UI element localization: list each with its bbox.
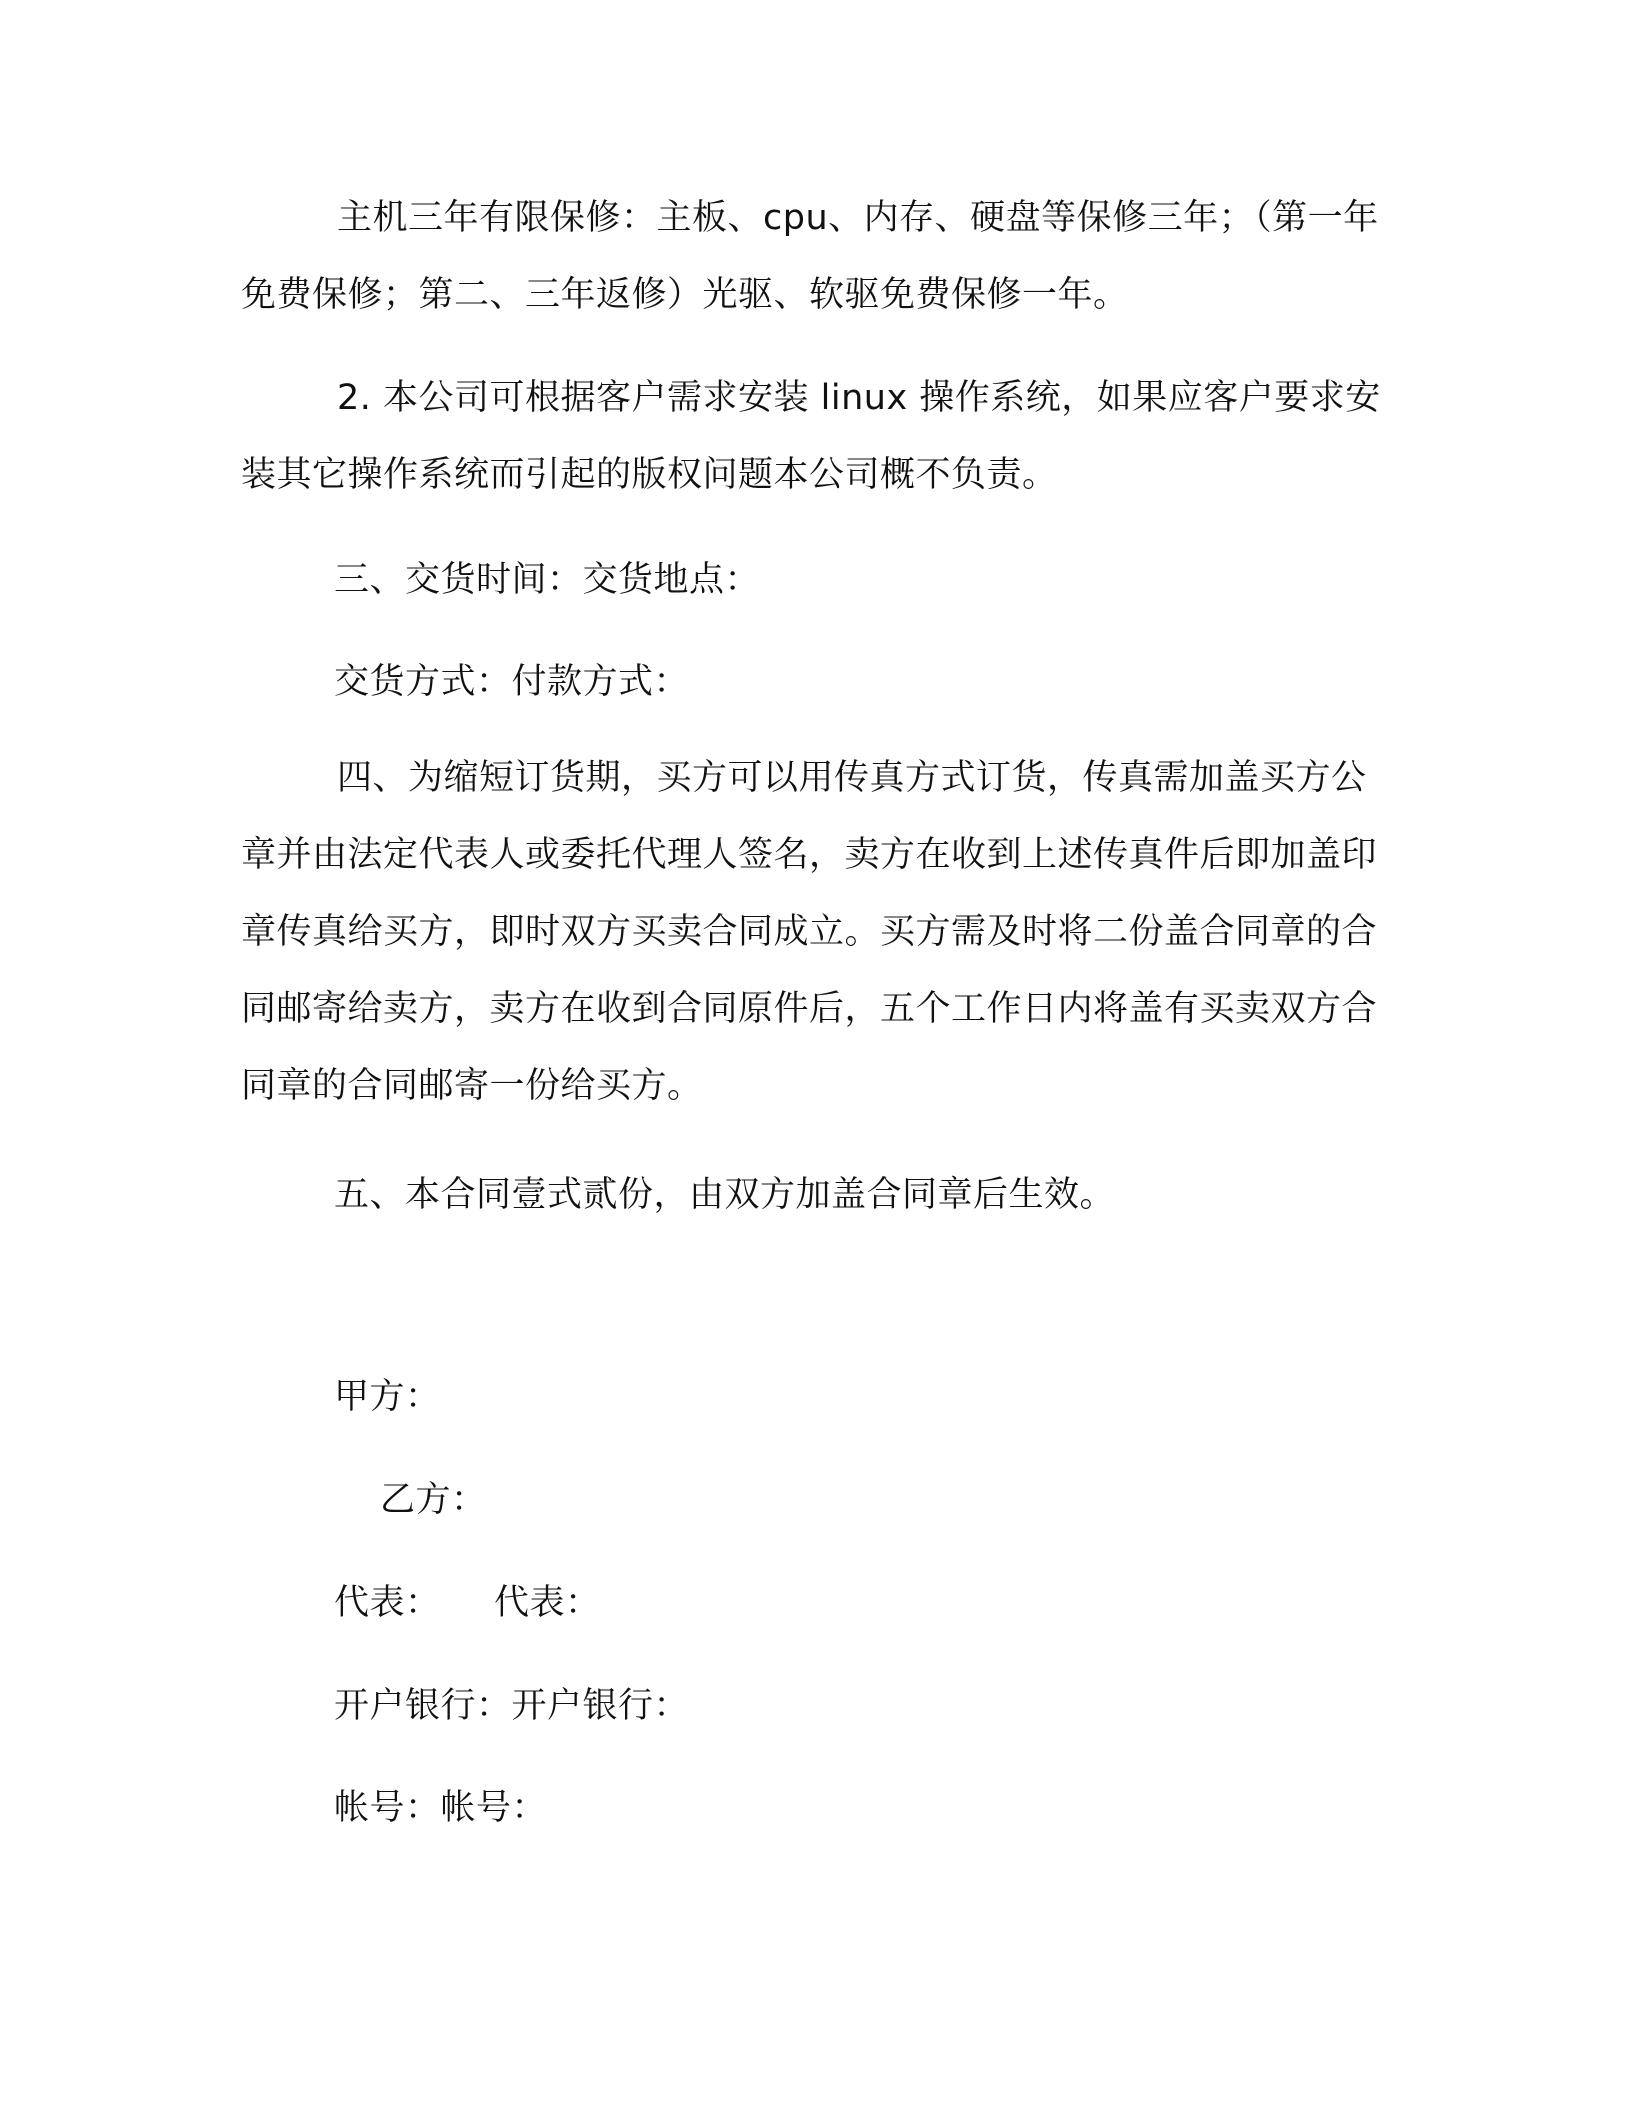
paragraph-delivery-method: 交货方式：付款方式： [334, 662, 690, 702]
signature-representative: 代表： 代表： [334, 1583, 601, 1623]
paragraph-effective: 五、本合同壹式贰份，由双方加盖合同章后生效。 [334, 1175, 1116, 1215]
signature-account: 帐号：帐号： [334, 1788, 548, 1828]
paragraph-os-install: 2. 本公司可根据客户需求安装 linux 操作系统，如果应客户要求安装其它操作系统而引起的版权问题本公司概不负责。 [241, 378, 1381, 495]
signature-party-b: 乙方： [380, 1480, 487, 1520]
paragraph-delivery-time: 三、交货时间：交货地点： [334, 560, 761, 600]
signature-party-a: 甲方： [334, 1377, 441, 1417]
signature-bank: 开户银行：开户银行： [334, 1686, 690, 1726]
paragraph-fax-order: 四、为缩短订货期，买方可以用传真方式订货，传真需加盖买方公章并由法定代表人或委托代理人签名，卖方在收到上述传真件后即加盖印章传真给买方，即时双方买卖合同成立。买方需及时将二份盖合同章的合同邮寄给卖方，卖方在收到合同原件后，五个工作日内将盖有买卖双方合同章的合同邮寄一份给买方。 [241, 758, 1378, 1106]
paragraph-warranty: 主机三年有限保修：主板、cpu、内存、硬盘等保修三年；（第一年免费保修；第二、三年返修）光驱、软驱免费保修一年。 [241, 198, 1379, 315]
